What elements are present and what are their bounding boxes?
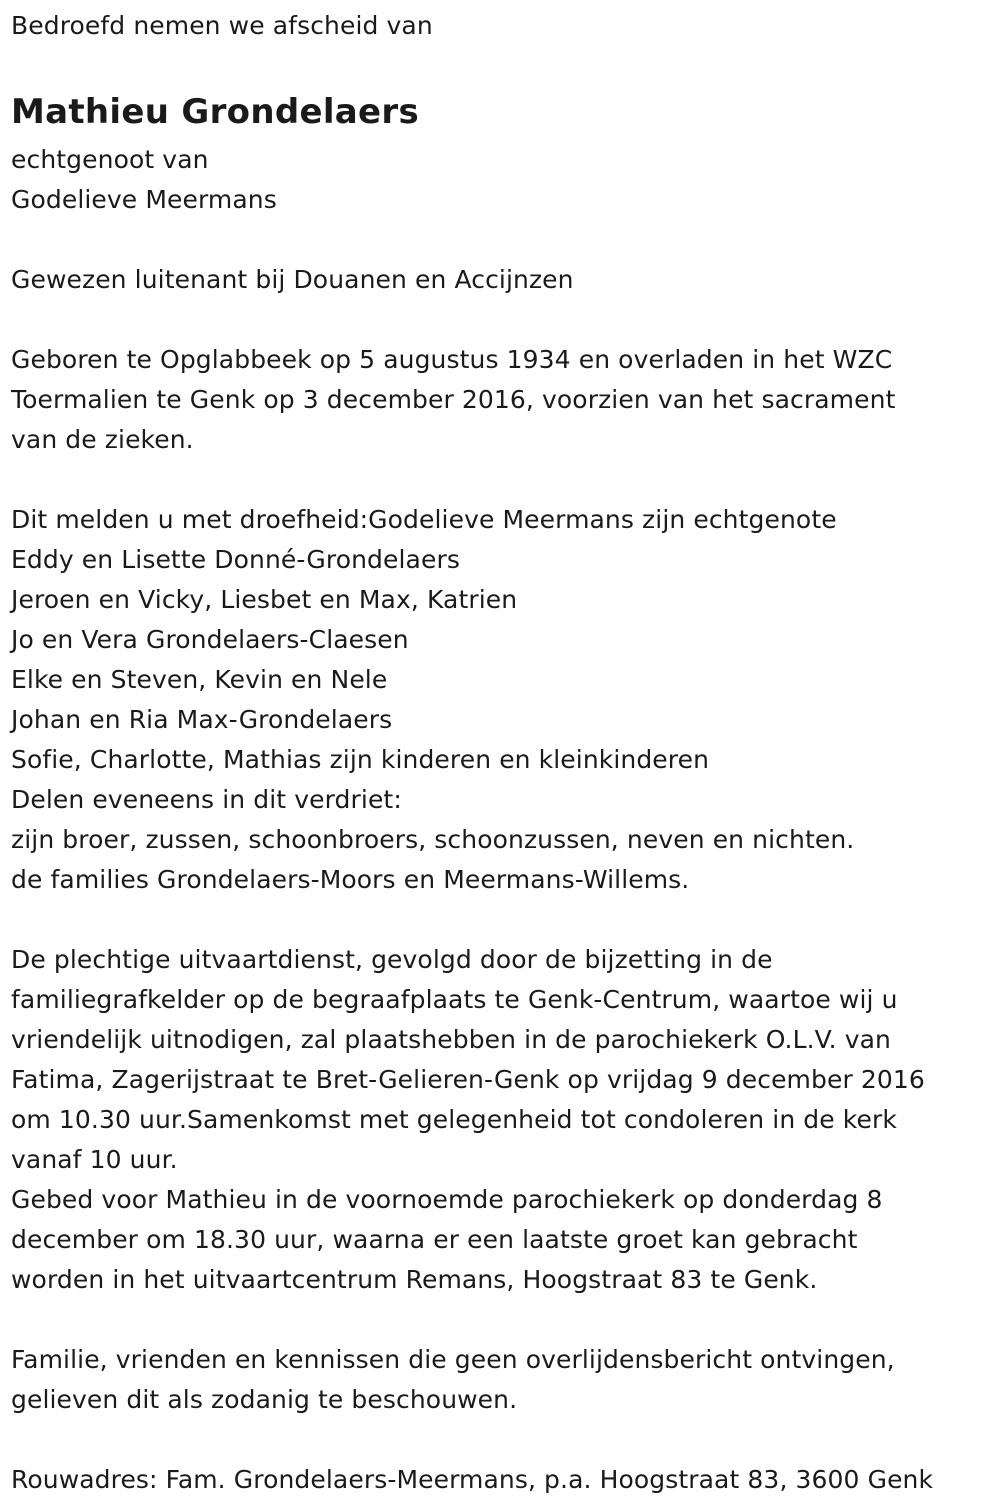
- paragraph-line: van de zieken.: [11, 425, 194, 454]
- paragraph-line: december om 18.30 uur, waarna er een laatste groet kan gebracht: [11, 1225, 858, 1254]
- spacer: [11, 46, 1000, 86]
- birth-death-paragraph: [11, 340, 1000, 460]
- mourner-line: Jo en Vera Grondelaers-Claesen: [11, 625, 409, 654]
- mourner-line: Eddy en Lisette Donné-Grondelaers: [11, 545, 460, 574]
- paragraph-line: Fatima, Zagerijstraat te Bret-Gelieren-Genk op vrijdag 9 december 2016: [11, 1065, 925, 1094]
- paragraph-line: om 10.30 uur.Samenkomst met gelegenheid tot condoleren in de kerk: [11, 1105, 897, 1134]
- spacer: [11, 1300, 1000, 1340]
- paragraph-line: familiegrafkelder op de begraafplaats te Genk-Centrum, waartoe wij u: [11, 985, 898, 1014]
- spouse-label: echtgenoot van: [11, 145, 209, 174]
- mourner-line: Sofie, Charlotte, Mathias zijn kinderen en kleinkinderen: [11, 745, 710, 774]
- paragraph-line: gelieven dit als zodanig te beschouwen.: [11, 1385, 518, 1414]
- mourner-line: zijn broer, zussen, schoonbroers, schoonzussen, neven en nichten.: [11, 825, 855, 854]
- paragraph-line: De plechtige uitvaartdienst, gevolgd door de bijzetting in de: [11, 945, 773, 974]
- spacer: [11, 460, 1000, 500]
- mourning-address: Rouwadres: Fam. Grondelaers-Meermans, p.a. Hoogstraat 83, 3600 Genk: [11, 1465, 934, 1494]
- paragraph-line: vriendelijk uitnodigen, zal plaatshebben in de parochiekerk O.L.V. van: [11, 1025, 891, 1054]
- paragraph-line: Familie, vrienden en kennissen die geen overlijdensbericht ontvingen,: [11, 1345, 895, 1374]
- spouse-name: Godelieve Meermans: [11, 185, 277, 214]
- spacer: [11, 300, 1000, 340]
- paragraph-line: Toermalien te Genk op 3 december 2016, voorzien van het sacrament: [11, 385, 896, 414]
- notice-paragraph: [11, 1340, 1000, 1420]
- mourner-line: Jeroen en Vicky, Liesbet en Max, Katrien: [11, 585, 518, 614]
- mourners-list: [11, 500, 1000, 900]
- spacer: [11, 1420, 1000, 1460]
- deceased-name: Mathieu Grondelaers: [11, 92, 419, 132]
- spacer: [11, 220, 1000, 260]
- mourner-line: Elke en Steven, Kevin en Nele: [11, 665, 388, 694]
- paragraph-line: Geboren te Opglabbeek op 5 augustus 1934 en overladen in het WZC: [11, 345, 893, 374]
- mourner-line: Dit melden u met droefheid:Godelieve Meermans zijn echtgenote: [11, 505, 837, 534]
- intro-text: Bedroefd nemen we afscheid van: [11, 11, 433, 40]
- occupation-text: Gewezen luitenant bij Douanen en Accijnzen: [11, 265, 574, 294]
- service-paragraph: [11, 940, 1000, 1300]
- paragraph-line: worden in het uitvaartcentrum Remans, Hoogstraat 83 te Genk.: [11, 1265, 818, 1294]
- paragraph-line: Gebed voor Mathieu in de voornoemde parochiekerk op donderdag 8: [11, 1185, 883, 1214]
- paragraph-line: vanaf 10 uur.: [11, 1145, 178, 1174]
- mourner-line: Delen eveneens in dit verdriet:: [11, 785, 402, 814]
- mourner-line: de families Grondelaers-Moors en Meermans-Willems.: [11, 865, 690, 894]
- mourner-line: Johan en Ria Max-Grondelaers: [11, 705, 393, 734]
- spacer: [11, 900, 1000, 940]
